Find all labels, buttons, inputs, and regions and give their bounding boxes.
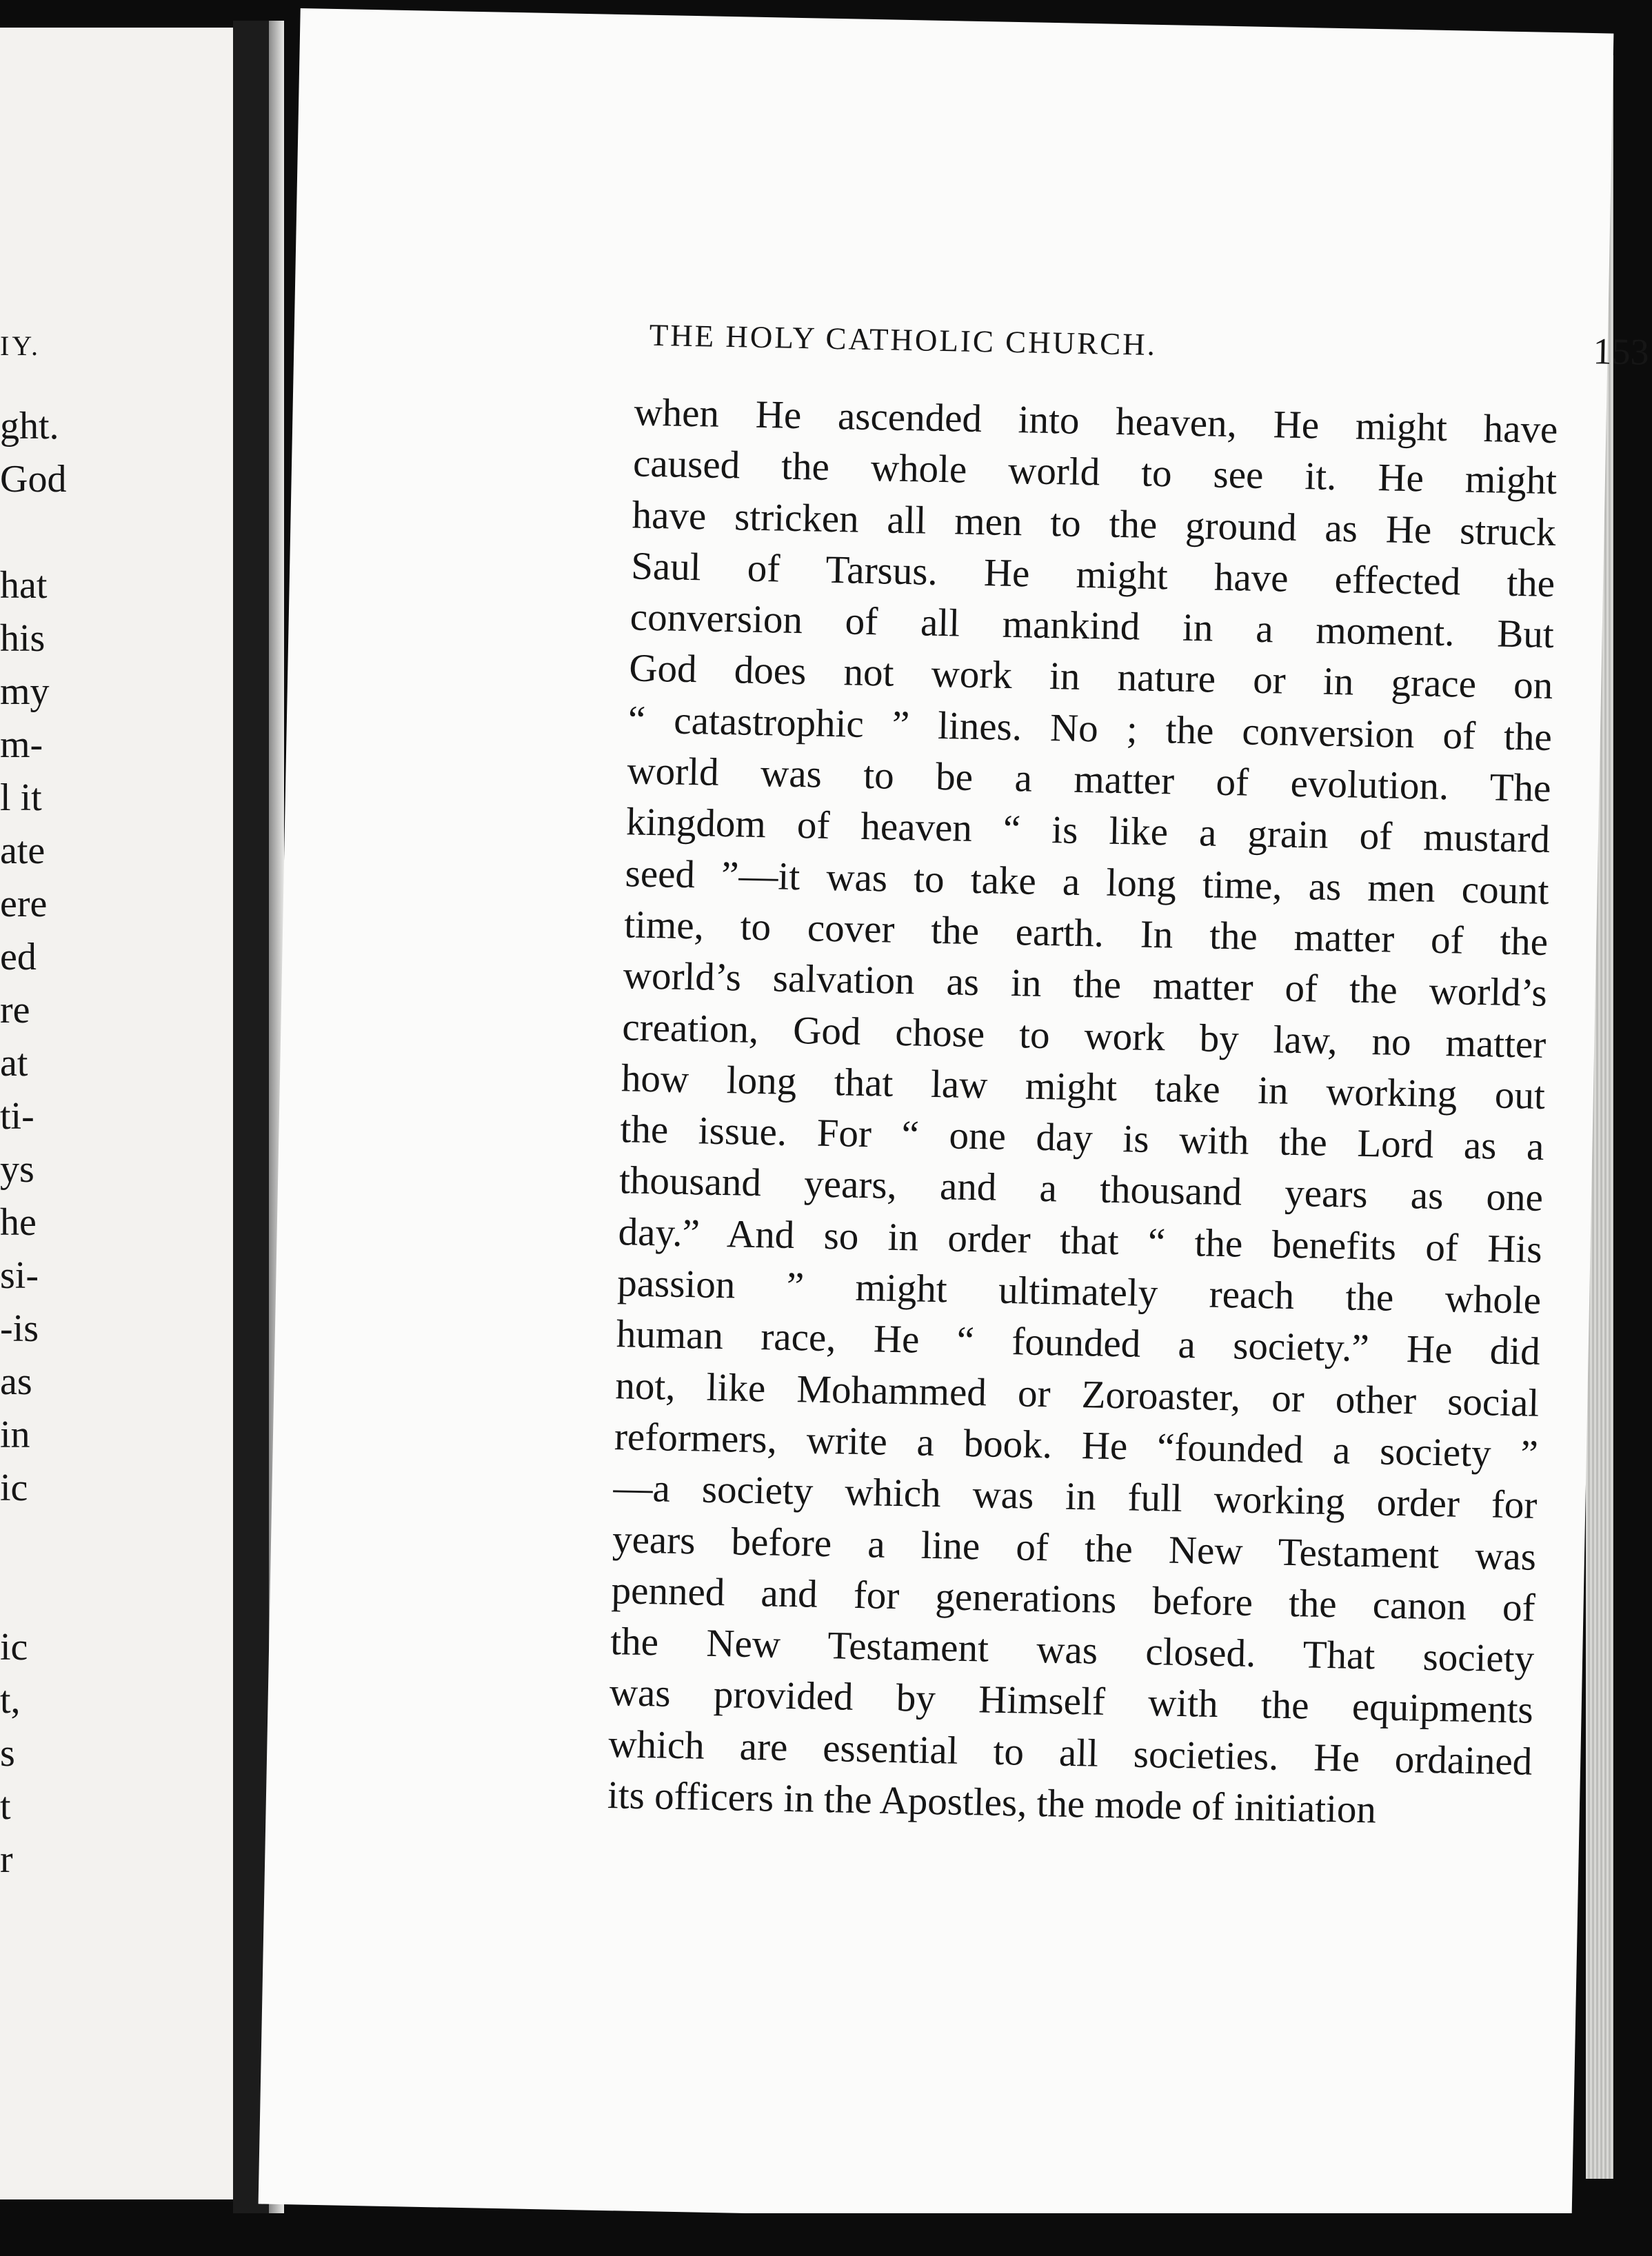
- text-line: day.” And so in order that “ the benefits of His: [618, 1209, 1543, 1271]
- text-line: passion ” might ultimately reach the whole: [616, 1261, 1542, 1322]
- running-title: THE HOLY CATHOLIC CHURCH.: [649, 317, 1158, 362]
- previous-page-line-fragment: s: [0, 1732, 15, 1775]
- previous-page-line-fragment: -is: [0, 1307, 39, 1350]
- previous-page-line-fragment: m-: [0, 723, 43, 766]
- text-line: when He ascended into heaven, He might have: [633, 390, 1558, 452]
- previous-page-line-fragment: ti-: [0, 1095, 34, 1138]
- text-line: conversion of all mankind in a moment. But: [629, 595, 1555, 657]
- previous-page-line-fragment: his: [0, 617, 46, 660]
- previous-page-line-fragment: ght.: [0, 405, 59, 447]
- previous-page-line-fragment: ed: [0, 936, 37, 978]
- text-line: Saul of Tarsus. He might have effected the: [630, 544, 1555, 605]
- previous-page-line-fragment: he: [0, 1201, 37, 1244]
- previous-page-line-fragment: t,: [0, 1679, 21, 1722]
- previous-page-line-fragment: hat: [0, 564, 48, 607]
- body-text: [607, 387, 1558, 1839]
- previous-page-line-fragment: ate: [0, 829, 46, 872]
- page-number: 153: [1592, 330, 1650, 373]
- text-line: the New Testament was closed. That society: [610, 1620, 1535, 1681]
- previous-page-line-fragment: r: [0, 1838, 13, 1881]
- running-head: [635, 311, 1649, 373]
- previous-page-line-fragment: at: [0, 1042, 28, 1085]
- previous-page-line-fragment: re: [0, 989, 30, 1031]
- text-line: caused the whole world to see it. He might: [632, 441, 1558, 503]
- text-line: reformers, write a book. He “founded a society ”: [614, 1415, 1539, 1476]
- text-line: its officers in the Apostles, the mode of initiation: [607, 1773, 1377, 1832]
- previous-page-running-head: IY.: [0, 330, 41, 361]
- previous-page-line-fragment: in: [0, 1413, 30, 1456]
- previous-page-line-fragment: ic: [0, 1626, 28, 1669]
- text-line: world’s salvation as in the matter of the world’s: [623, 954, 1548, 1016]
- text-line: human race, He “ founded a society.” He did: [616, 1312, 1541, 1374]
- previous-page-line-fragment: ere: [0, 883, 48, 925]
- text-line: time, to cover the earth. In the matter of the: [623, 903, 1549, 964]
- previous-page-line-fragment: [0, 1515, 66, 1568]
- text-line: penned and for generations before the canon of: [611, 1568, 1536, 1630]
- book-gutter: [233, 21, 269, 2213]
- previous-page-line-fragment: [0, 506, 66, 559]
- text-line: years before a line of the New Testament was: [612, 1517, 1537, 1579]
- book-page: [259, 8, 1650, 2229]
- scan-border: [0, 2213, 1652, 2256]
- text-line: kingdom of heaven “ is like a grain of mustard: [625, 800, 1551, 862]
- previous-page-line-fragment: ys: [0, 1148, 34, 1191]
- previous-page: [0, 28, 234, 2199]
- text-line: world was to be a matter of evolution. The: [627, 749, 1551, 811]
- text-line: —a society which was in full working order for: [613, 1466, 1538, 1528]
- text-line: God does not work in nature or in grace on: [628, 646, 1553, 708]
- text-line: creation, God chose to work by law, no matter: [621, 1005, 1547, 1067]
- previous-page-line-fragment: si-: [0, 1254, 39, 1297]
- text-line: have stricken all men to the ground as He struck: [632, 492, 1557, 554]
- previous-page-line-fragment: God: [0, 458, 67, 501]
- previous-page-line-fragment: ic: [0, 1467, 28, 1509]
- text-line: how long that law might take in working out: [621, 1056, 1546, 1118]
- previous-page-text-fragments: [0, 400, 66, 1886]
- text-line: thousand years, and a thousand years as one: [618, 1158, 1544, 1220]
- previous-page-line-fragment: my: [0, 670, 50, 713]
- previous-page-line-fragment: as: [0, 1360, 32, 1403]
- text-line: was provided by Himself with the equipments: [609, 1671, 1534, 1733]
- previous-page-line-fragment: l it: [0, 776, 42, 819]
- text-line: not, like Mohammed or Zoroaster, or other social: [614, 1363, 1540, 1425]
- text-line: “ catastrophic ” lines. No ; the conversion of the: [627, 698, 1553, 759]
- previous-page-line-fragment: t: [0, 1785, 11, 1828]
- text-line: seed ”—it was to take a long time, as men count: [625, 851, 1550, 913]
- previous-page-line-fragment: [0, 1568, 66, 1621]
- text-line: which are essential to all societies. He ordained: [607, 1722, 1533, 1784]
- text-line: the issue. For “ one day is with the Lord as a: [620, 1107, 1544, 1169]
